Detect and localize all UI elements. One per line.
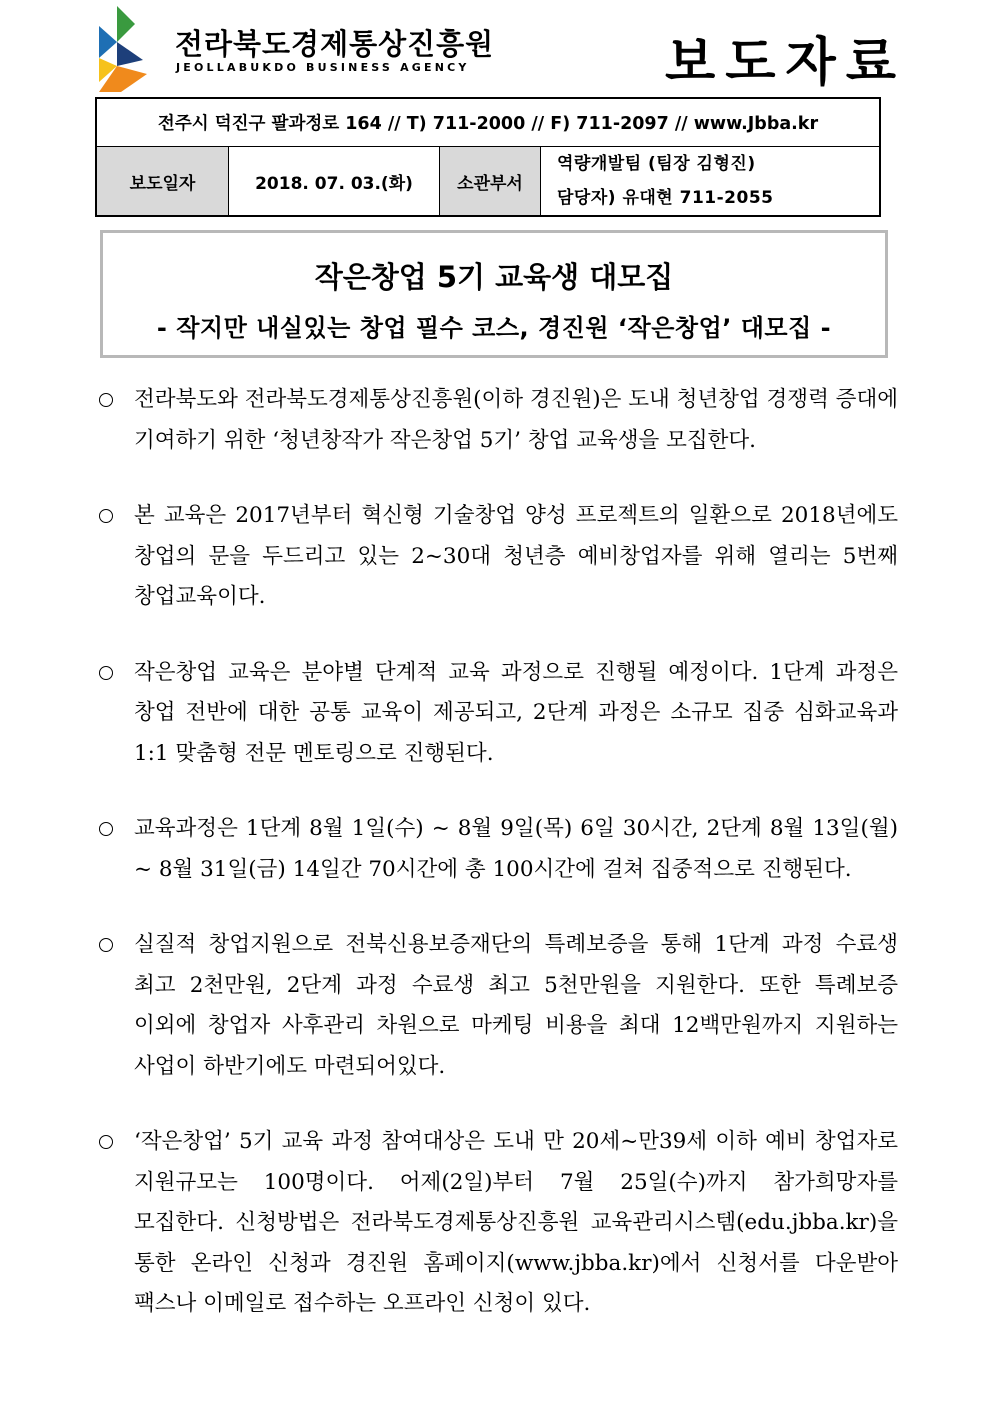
circle-bullet-icon [99,393,113,407]
list-item [98,925,898,1087]
department-value [541,147,881,217]
circle-bullet-icon [99,509,113,523]
org-name-korean: 전라북도경제통상진흥원 [175,27,495,61]
paragraph-text: 작은창업 교육은 분야별 단계적 교육 과정으로 진행될 예정이다. 1단계 과정은 창업 전반에 대한 공통 교육이 제공되고, 2단계 과정은 소규모 집중 심화교육과 1:1 맞춤형 전문 멘토링으로 진행된다. [134,659,898,766]
circle-bullet-icon [99,1135,113,1149]
paragraph-text: 교육과정은 1단계 8월 1일(수) ~ 8월 9일(목) 6일 30시간, 2단계 8월 13일(월) ~ 8월 31일(금) 14일간 70시간에 총 100시간에 걸쳐 집중적으로 진행된다. [134,816,898,882]
jbba-logo-icon [95,4,171,94]
paragraph-text: ‘작은창업’ 5기 교육 과정 참여대상은 도내 만 20세~만39세 이하 예비 창업자로 지원규모는 100명이다. 어제(2일)부터 7월 25일(수)까지 참가희망자를 모집한다. 신청방법은 전라북도경제통상진흥원 교육관리시스템(edu.jbba.kr)을 통한 온라인 신청과 경진원 홈페이지(www.jbba.kr)에서 신청서를 다운받아 팩스나 이메일로 접수하는 오프라인 신청이 있다. [134,1129,898,1316]
circle-bullet-icon [99,822,113,836]
paragraph-text: 전라북도와 전라북도경제통상진흥원(이하 경진원)은 도내 청년창업 경쟁력 증대에 기여하기 위한 ‘청년창작가 작은창업 5기’ 창업 교육생을 모집한다. [134,387,898,453]
body-paragraph-list [98,380,898,1360]
circle-bullet-icon [99,666,113,680]
headline-title: 작은창업 5기 교육생 대모집 [314,260,674,294]
list-item [98,809,898,890]
department-label: 소관부서 [440,147,541,217]
org-name-english: JEOLLABUKDO BUSINESS AGENCY [176,61,470,74]
paragraph-text: 실질적 창업지원으로 전북신용보증재단의 특례보증을 통해 1단계 과정 수료생 최고 2천만원, 2단계 과정 수료생 최고 5천만원을 지원한다. 또한 특례보증 이외에 창업자 사후관리 차원으로 마케팅 비용을 최대 12백만원까지 지원하는 사업이 하반기에도 마련되어있다. [134,932,898,1079]
list-item [98,1122,898,1325]
headline-box [100,230,888,358]
release-info-table [95,97,881,217]
release-date-label: 보도일자 [96,147,229,217]
release-date-value: 2018. 07. 03.(화) [229,147,440,217]
contact-row [96,98,880,147]
paragraph-text: 본 교육은 2017년부터 혁신형 기술창업 양성 프로젝트의 일환으로 2018년에도 창업의 문을 두드리고 있는 2~30대 청년층 예비창업자를 위해 열리는 5번째 창업교육이다. [134,503,898,609]
headline-subtitle: - 작지만 내실있는 창업 필수 코스, 경진원 ‘작은창업’ 대모집 - [156,314,832,342]
release-meta-row [96,147,880,217]
list-item [98,380,898,461]
circle-bullet-icon [99,938,113,952]
contact-line: 전주시 덕진구 팔과정로 164 // T) 711-2000 // F) 711-2097 // www.Jbba.kr [96,98,880,147]
department-team: 역량개발팀 (팀장 김형진) [557,154,756,174]
list-item [98,653,898,775]
list-item [98,496,898,618]
document-type-title: 보도자료 [665,33,906,93]
department-contact: 담당자) 유대현 711-2055 [557,188,774,208]
